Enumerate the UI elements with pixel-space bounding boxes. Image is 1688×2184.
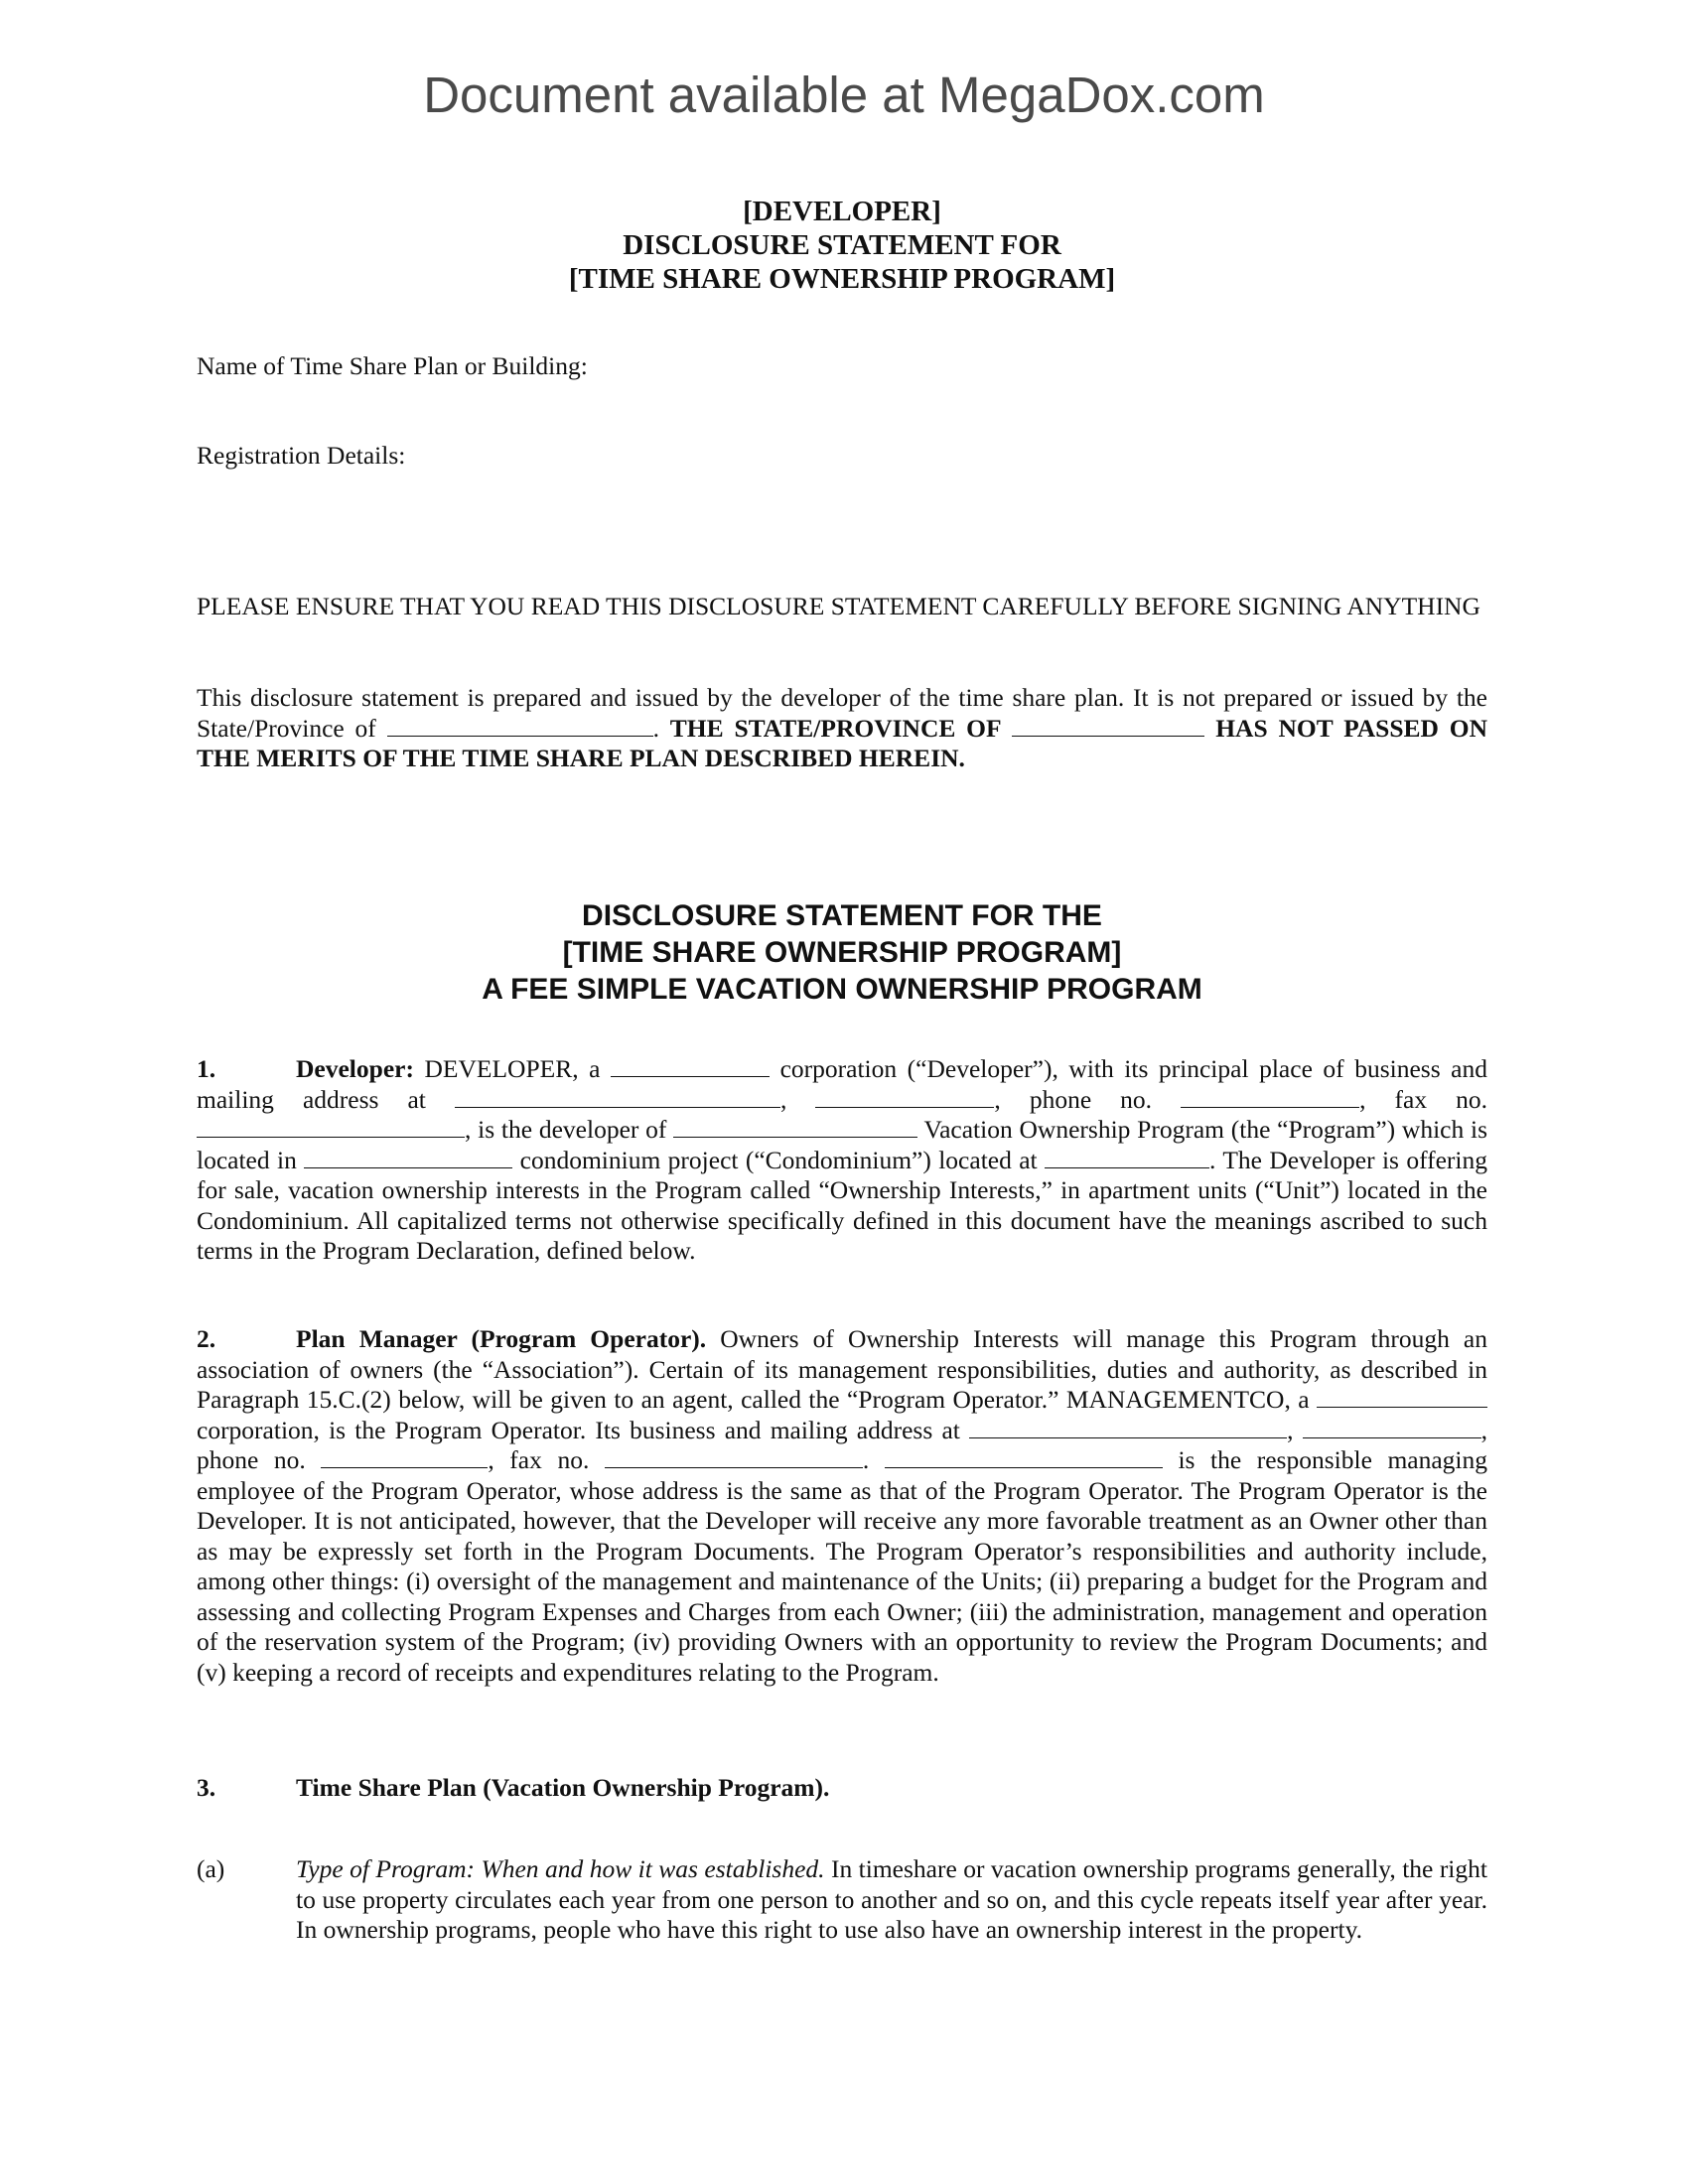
- warning-notice: PLEASE ENSURE THAT YOU READ THIS DISCLOSURE STATEMENT CAREFULLY BEFORE SIGNING ANYTHING: [197, 592, 1480, 620]
- section-2-text: , phone no.: [197, 1415, 1487, 1474]
- blank-field: [455, 1087, 780, 1108]
- section-1-text: ,: [779, 1084, 787, 1114]
- blank-field: [197, 1117, 465, 1138]
- section-2-text: Owners of Ownership Interests will manage this Program through an association of owners (the “Association”). Certain of its management responsibilities, duties and authority, as described in Paragraph 15.C.(2) below, will be given to an agent, called the “Program Operator.” MANAGEMENTCO, a: [197, 1324, 1488, 1414]
- section-1-heading: Developer:: [296, 1054, 414, 1083]
- section-2-text: is the responsible managing employee of the Program Operator, whose address is the same as that of the Program Operator. The Program Operator is the Developer. It is not anticipated, however, that the Developer will receive any more favorable treatment as an Owner other than as may be expressly set forth in the Program Documents. The Program Operator’s responsibilities and authority include, among other things: (i) oversight of the management and maintenance of the Units; (ii) preparing a budget for the Program and assessing and collecting Program Expenses and Charges from each Owner; (iii) the administration, management and operation of the reservation system of the Program; (iv) providing Owners with an opportunity to review the Program Documents; and (v) keeping a record of receipts and expenditures relating to the Program.: [197, 1445, 1488, 1687]
- blank-field: [1045, 1148, 1209, 1168]
- section-2-text: ,: [1287, 1415, 1294, 1444]
- section-1-text: , phone no.: [994, 1084, 1153, 1114]
- watermark: Document available at MegaDox.com: [423, 67, 1265, 123]
- section-1-text: Vacation Ownership Program (the “Program”) which is located in: [197, 1115, 1488, 1174]
- blank-field: [885, 1447, 1163, 1468]
- blank-field: [605, 1447, 863, 1468]
- intro-text: This disclosure statement is prepared and issued by the developer of the time share plan. It is not prepared or issued by the State/Province of: [197, 683, 1487, 743]
- section-2: [197, 1324, 1487, 1688]
- blank-field: [1303, 1418, 1481, 1438]
- section-2-heading: Plan Manager (Program Operator).: [296, 1324, 707, 1353]
- document-title: [197, 195, 1487, 296]
- registration-label: Registration Details:: [197, 441, 406, 470]
- plan-name-label: Name of Time Share Plan or Building:: [197, 351, 588, 380]
- intro-paragraph: [197, 683, 1487, 774]
- section-1-number: 1.: [197, 1054, 216, 1083]
- state-blank-2: [1012, 716, 1204, 737]
- blank-field: [304, 1148, 512, 1168]
- blank-field: [611, 1056, 770, 1077]
- blank-field: [815, 1087, 994, 1108]
- blank-field: [673, 1117, 917, 1138]
- intro-period: .: [652, 713, 659, 743]
- intro-bold-a: THE STATE/PROVINCE OF: [669, 713, 1002, 743]
- section-3a-label: (a): [197, 1854, 225, 1883]
- blank-field: [1181, 1087, 1359, 1108]
- section-3-heading: [197, 1773, 1487, 1804]
- section-1-text: , fax no.: [1359, 1084, 1488, 1114]
- section-title: [197, 897, 1487, 1008]
- section-title-line3: A FEE SIMPLE VACATION OWNERSHIP PROGRAM: [482, 973, 1202, 1006]
- title-disclosure: DISCLOSURE STATEMENT FOR: [623, 229, 1061, 261]
- section-1-text: corporation (“Developer”), with its principal place of business and mailing address at: [197, 1054, 1488, 1114]
- section-2-text: , fax no.: [488, 1445, 590, 1474]
- blank-field: [969, 1418, 1287, 1438]
- state-blank: [387, 716, 653, 737]
- intro-bold-b: HAS NOT PASSED ON THE MERITS OF THE TIME SHARE PLAN DESCRIBED HEREIN.: [197, 713, 1488, 772]
- section-1: [197, 1054, 1487, 1267]
- blank-field: [321, 1447, 488, 1468]
- section-1-text: DEVELOPER, a: [424, 1054, 601, 1083]
- section-1-text: , is the developer of: [465, 1115, 667, 1144]
- section-title-line2: [TIME SHARE OWNERSHIP PROGRAM]: [562, 936, 1122, 969]
- section-2-text: .: [862, 1445, 870, 1474]
- section-3-number: 3.: [197, 1773, 216, 1802]
- section-1-text: . The Developer is offering for sale, vacation ownership interests in the Program called “Ownership Interests,” in apartment units (“Unit”) located in the Condominium. All capitalized terms not otherwise specifically defined in this document have the meanings ascribed to such terms in the Program Declaration, defined below.: [197, 1145, 1488, 1265]
- section-3a-body: [296, 1854, 1487, 1946]
- section-1-text: condominium project (“Condominium”) located at: [519, 1145, 1038, 1174]
- title-program: [TIME SHARE OWNERSHIP PROGRAM]: [568, 263, 1116, 295]
- title-developer: [DEVELOPER]: [743, 196, 941, 227]
- section-title-line1: DISCLOSURE STATEMENT FOR THE: [582, 899, 1102, 932]
- section-3-title: Time Share Plan (Vacation Ownership Program).: [296, 1773, 830, 1802]
- section-3a: [197, 1854, 1487, 1946]
- section-3a-italic: Type of Program: When and how it was established.: [296, 1854, 825, 1883]
- section-2-number: 2.: [197, 1324, 216, 1353]
- blank-field: [1317, 1387, 1487, 1408]
- section-2-text: corporation, is the Program Operator. Its business and mailing address at: [197, 1415, 960, 1444]
- section-3a-text: In timeshare or vacation ownership programs generally, the right to use property circulates each year from one person to another and so on, and this cycle repeats itself year after year. In ownership programs, people who have this right to use also have an ownership interest in the property.: [296, 1854, 1487, 1944]
